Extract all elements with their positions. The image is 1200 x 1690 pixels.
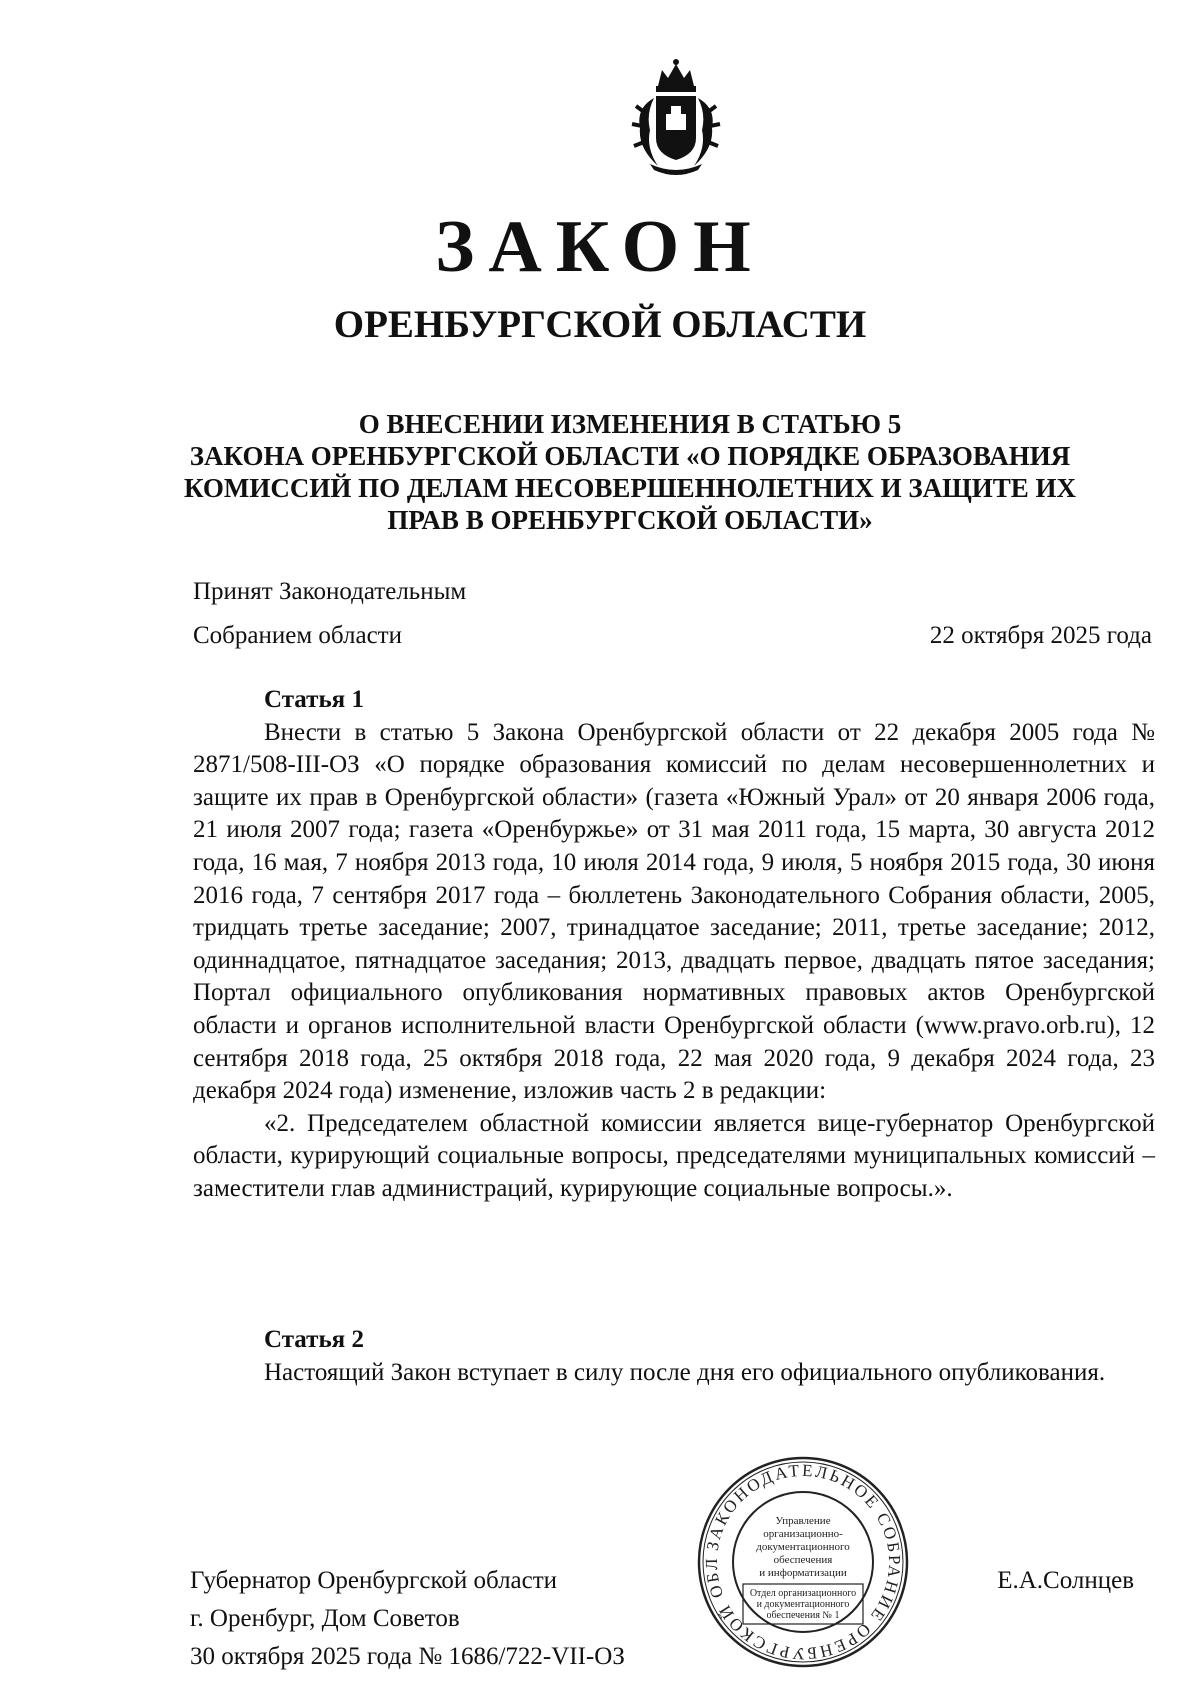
document-subtitle: ОРЕНБУРГСКОЙ ОБЛАСТИ: [333, 303, 867, 346]
adoption-note: [193, 570, 466, 658]
article-paragraph: «2. Председателем областной комиссии является вице-губернатор Оренбургской области, курирующий социальные вопросы, председателями муниципальных комиссий – заместители глав администраций, курирующие социальные вопросы.».: [193, 1109, 1155, 1202]
document-title: ЗАКОН: [435, 206, 765, 288]
signer-name: Е.А.Солнцев: [997, 1567, 1134, 1594]
law-name: [180, 408, 1080, 536]
svg-text:и документационного: и документационного: [756, 1599, 850, 1610]
svg-text:обеспечения: обеспечения: [773, 1554, 833, 1566]
article-heading: Статья 2: [264, 1326, 364, 1353]
svg-text:Управление: Управление: [775, 1515, 831, 1527]
svg-text:организационно-: организационно-: [763, 1528, 843, 1540]
signing-place: г. Оренбург, Дом Советов: [190, 1605, 460, 1632]
article-paragraph: Внести в статью 5 Закона Оренбургской области от 22 декабря 2005 года № 2871/508-III-ОЗ «О порядке образования комиссий по делам несовершеннолетних и защите их прав в Оренбургской области» (газета «Южный Урал» от 20 января 2006 года, 21 июля 2007 года; газета «Оренбуржье» от 31 мая 2011 года, 15 марта, 30 августа 2012 года, 16 мая, 7 ноября 2013 года, 10 июля 2014 года, 9 июля, 5 ноября 2015 года, 30 июня 2016 года, 7 сентября 2017 года – бюллетень Законодательного Собрания области, 2005, тридцать третье заседание; 2007, тринадцатое заседание; 2011, третье заседание; 2012, одиннадцатое, пятнадцатое заседания; 2013, двадцать первое, двадцать пятое заседания; Портал официального опубликования нормативных правовых актов Оренбургской области и органов исполнительной власти Оренбургской области (www.pravo.orb.ru), 12 сентября 2018 года, 25 октября 2018 года, 22 мая 2020 года, 9 декабря 2024 года, 23 декабря 2024 года) изменение, изложив часть 2 в редакции:: [193, 718, 1155, 1105]
signature-block: [190, 1562, 625, 1676]
law-name-line: О ВНЕСЕНИИ ИЗМЕНЕНИЯ В СТАТЬЮ 5: [358, 409, 902, 439]
article-heading: Статья 1: [264, 686, 364, 713]
article-paragraph: Настоящий Закон вступает в силу после дня его официального опубликования.: [264, 1358, 1106, 1386]
law-name-line: ПРАВ В ОРЕНБУРГСКОЙ ОБЛАСТИ»: [387, 505, 873, 535]
svg-text:Отдел организационного: Отдел организационного: [749, 1588, 857, 1599]
coat-of-arms-icon: [628, 56, 724, 176]
adoption-date: 22 октября 2025 года: [929, 622, 1152, 649]
adoption-line: Собранием области: [193, 622, 402, 649]
signatory-position: Губернатор Оренбургской области: [190, 1567, 558, 1594]
svg-text:документационного: документационного: [756, 1541, 850, 1553]
article-1: [193, 684, 1155, 1206]
svg-text:обеспечения № 1: обеспечения № 1: [766, 1610, 840, 1621]
svg-text:ЗАКОНОДАТЕЛЬНОЕ СОБРАНИЕ ОРЕНБ: ЗАКОНОДАТЕЛЬНОЕ СОБРАНИЕ ОРЕНБУРГСКОЙ ОБЛ: [701, 1460, 905, 1664]
article-2: [193, 1324, 1155, 1389]
law-date-number: 30 октября 2025 года № 1686/722-VII-ОЗ: [190, 1643, 625, 1670]
adoption-line: Принят Законодательным: [193, 578, 467, 605]
svg-text:и информатизации: и информатизации: [759, 1567, 847, 1579]
official-seal: [693, 1452, 913, 1672]
law-name-line: ЗАКОНА ОРЕНБУРГСКОЙ ОБЛАСТИ «О ПОРЯДКЕ ОБРАЗОВАНИЯ: [189, 441, 1071, 471]
law-name-line: КОМИССИЙ ПО ДЕЛАМ НЕСОВЕРШЕННОЛЕТНИХ И ЗАЩИТЕ ИХ: [183, 473, 1077, 503]
